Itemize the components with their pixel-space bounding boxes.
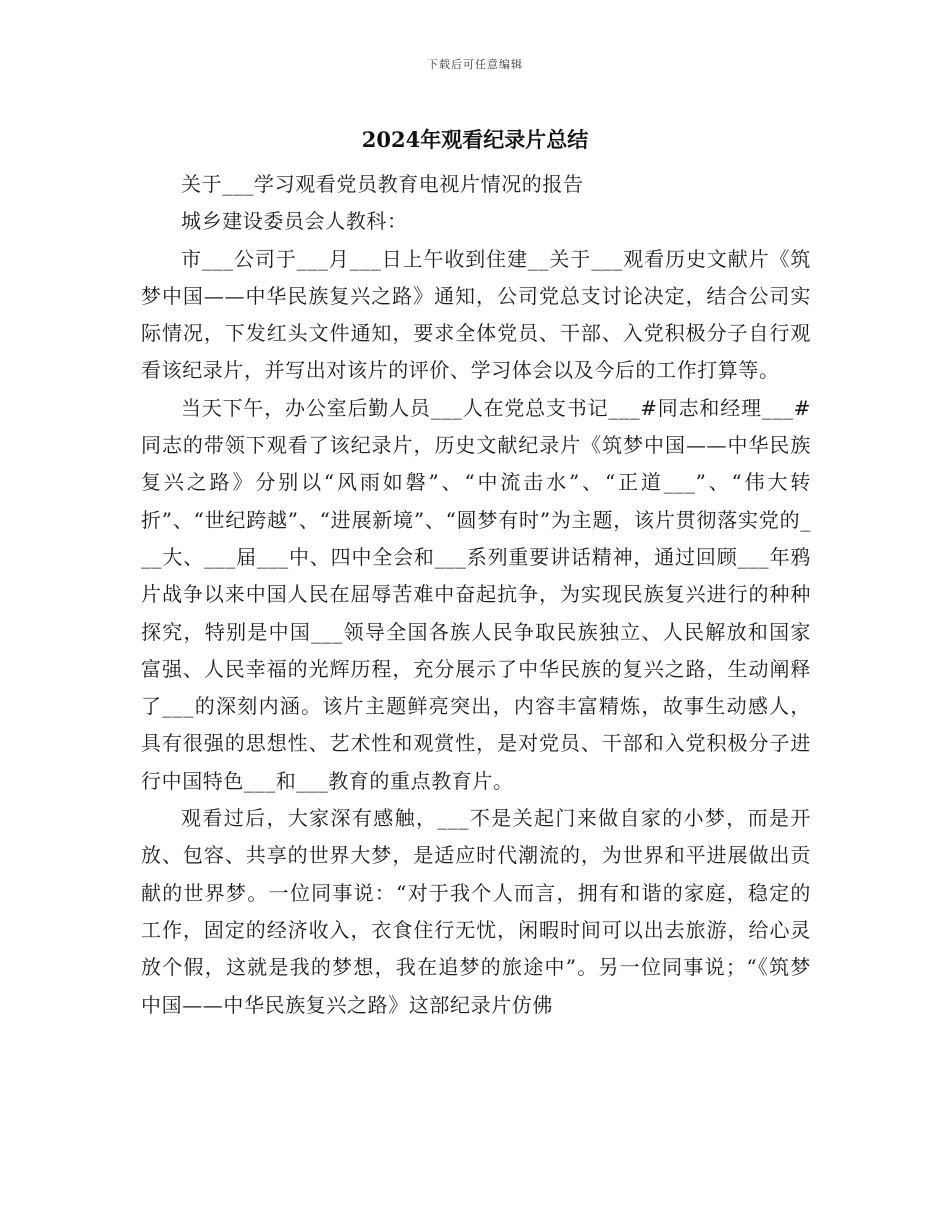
report-subject-line: 关于___学习观看党员教育电视片情况的报告 xyxy=(181,172,584,196)
body-paragraph: 市___公司于___月___日上午收到住建__关于___观看历史文献片《筑梦中国——中华民族复兴之路》通知，公司党总支讨论决定，结合公司实际情况，下发红头文件通知，要求全体党员、干部、入党积极分子自行观看该纪录片，并写出对该片的评价、学习体会以及今后的工作打算等。 xyxy=(141,246,811,383)
page-header-note: 下载后可任意编辑 xyxy=(427,58,523,71)
body-paragraph: 观看过后，大家深有感触，___不是关起门来做自家的小梦，而是开放、包容、共享的世界大梦，是适应时代潮流的，为世界和平进展做出贡献的世界梦。一位同事说：“对于我个人而言，拥有和谐的家庭，稳定的工作，固定的经济收入，衣食住行无忧，闲暇时间可以出去旅游，给心灵放个假，这就是我的梦想，我在追梦的旅途中”。另一位同事说；“《筑梦中国——中华民族复兴之路》这部纪录片仿佛 xyxy=(141,806,811,1017)
body-paragraph: 当天下午，办公室后勤人员___人在党总支书记___#同志和经理___#同志的带领下观看了该纪录片，历史文献纪录片《筑梦中国——中华民族复兴之路》分别以“风雨如磐”、“中流击水”、“正道___”、“伟大转折”、“世纪跨越”、“进展新境”、“圆梦有时”为主题，该片贯彻落实党的___大、___届___中、四中全会和___系列重要讲话精神，通过回顾___年鸦片战争以来中国人民在屈辱苦难中奋起抗争，为实现民族复兴进行的种种探究，特别是中国___领导全国各族人民争取民族独立、人民解放和国家富强、人民幸福的光辉历程，充分展示了中华民族的复兴之路，生动阐释了___的深刻内涵。该片主题鲜亮突出，内容丰富精炼，故事生动感人，具有很强的思想性、艺术性和观赏性，是对党员、干部和入党积极分子进行中国特色___和___教育的重点教育片。 xyxy=(141,395,811,793)
document-body xyxy=(141,166,811,1024)
document-title: 2024年观看纪录片总结 xyxy=(361,127,589,152)
addressee-line: 城乡建设委员会人教科： xyxy=(181,209,408,234)
